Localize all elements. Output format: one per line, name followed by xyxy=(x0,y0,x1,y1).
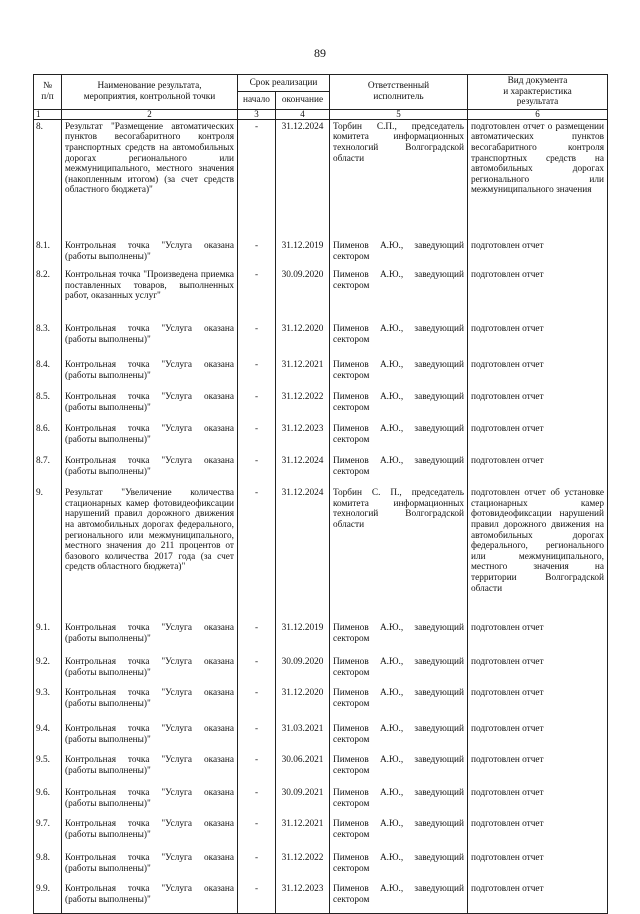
row-document: подготовлен отчет xyxy=(468,655,608,686)
row-start-date: - xyxy=(238,621,276,655)
row-number: 9.6. xyxy=(34,786,62,817)
row-start-date: - xyxy=(238,239,276,268)
col-number: 2 xyxy=(62,109,238,119)
row-start-date: - xyxy=(238,486,276,621)
row-document: подготовлен отчет xyxy=(468,268,608,322)
row-responsible: Пименов А.Ю., заведующий сектором xyxy=(330,621,468,655)
row-number: 8. xyxy=(34,119,62,239)
row-responsible: Пименов А.Ю., заведующий сектором xyxy=(330,722,468,753)
table-row xyxy=(34,486,608,621)
row-responsible: Пименов А.Ю., заведующий сектором xyxy=(330,454,468,486)
row-document: подготовлен отчет xyxy=(468,621,608,655)
row-start-date: - xyxy=(238,358,276,390)
row-number: 8.3. xyxy=(34,322,62,358)
row-name: Результат "Размещение автоматических пунктов весогабаритного контроля транспортных средств на автомобильных дорогах регионального или межмуниципального, местного значения (накопленным итогом) (за счет средств областного бюджета)" xyxy=(62,119,238,239)
table-row xyxy=(34,851,608,882)
page-number: 89 xyxy=(314,46,326,60)
table-row xyxy=(34,390,608,422)
table-row xyxy=(34,786,608,817)
table-row xyxy=(34,753,608,786)
col-number: 3 xyxy=(238,109,276,119)
table-row xyxy=(34,358,608,390)
row-number: 9.5. xyxy=(34,753,62,786)
row-end-date: 31.12.2022 xyxy=(276,851,330,882)
row-responsible: Торбин С. П., председатель комитета информационных технологий Волгоградской области xyxy=(330,486,468,621)
row-name: Контрольная точка "Услуга оказана (работы выполнены)" xyxy=(62,422,238,454)
header-responsible: Ответственный исполнитель xyxy=(330,75,468,110)
row-end-date: 31.12.2022 xyxy=(276,390,330,422)
row-number: 9.4. xyxy=(34,722,62,753)
row-number: 9.3. xyxy=(34,686,62,722)
row-start-date: - xyxy=(238,655,276,686)
table-row xyxy=(34,817,608,851)
row-name: Контрольная точка "Услуга оказана (работы выполнены)" xyxy=(62,753,238,786)
row-end-date: 31.12.2019 xyxy=(276,239,330,268)
row-name: Контрольная точка "Услуга оказана (работы выполнены)" xyxy=(62,239,238,268)
row-responsible: Пименов А.Ю., заведующий сектором xyxy=(330,322,468,358)
table-row xyxy=(34,655,608,686)
row-document: подготовлен отчет xyxy=(468,422,608,454)
row-start-date: - xyxy=(238,422,276,454)
table-row xyxy=(34,454,608,486)
row-responsible: Пименов А.Ю., заведующий сектором xyxy=(330,851,468,882)
row-end-date: 31.12.2024 xyxy=(276,454,330,486)
row-name: Контрольная точка "Услуга оказана (работы выполнены)" xyxy=(62,686,238,722)
row-start-date: - xyxy=(238,686,276,722)
row-number: 9.9. xyxy=(34,882,62,913)
row-number: 9. xyxy=(34,486,62,621)
table-row xyxy=(34,268,608,322)
row-responsible: Пименов А.Ю., заведующий сектором xyxy=(330,786,468,817)
row-end-date: 31.12.2024 xyxy=(276,486,330,621)
row-responsible: Пименов А.Ю., заведующий сектором xyxy=(330,239,468,268)
row-name: Контрольная точка "Услуга оказана (работы выполнены)" xyxy=(62,621,238,655)
row-start-date: - xyxy=(238,851,276,882)
row-document: подготовлен отчет xyxy=(468,322,608,358)
row-number: 8.2. xyxy=(34,268,62,322)
table-row xyxy=(34,621,608,655)
header-end: окончание xyxy=(276,92,330,109)
row-start-date: - xyxy=(238,817,276,851)
row-name: Контрольная точка "Услуга оказана (работы выполнены)" xyxy=(62,358,238,390)
row-start-date: - xyxy=(238,390,276,422)
row-end-date: 30.06.2021 xyxy=(276,753,330,786)
table-row xyxy=(34,322,608,358)
row-document: подготовлен отчет xyxy=(468,390,608,422)
row-name: Контрольная точка "Услуга оказана (работы выполнены)" xyxy=(62,390,238,422)
row-name: Контрольная точка "Произведена приемка поставленных товаров, выполненных работ, оказанных услуг" xyxy=(62,268,238,322)
row-end-date: 31.12.2021 xyxy=(276,817,330,851)
table-row xyxy=(34,686,608,722)
row-number: 9.7. xyxy=(34,817,62,851)
row-number: 8.5. xyxy=(34,390,62,422)
row-document: подготовлен отчет xyxy=(468,722,608,753)
row-name: Контрольная точка "Услуга оказана (работы выполнены)" xyxy=(62,722,238,753)
row-document: подготовлен отчет xyxy=(468,454,608,486)
row-document: подготовлен отчет об установке стационарных камер фотовидеофиксации нарушений правил дорожного движения на автомобильных дорогах федерального, регионального или межмуниципального, местного значения на территории Волгоградской области xyxy=(468,486,608,621)
row-name: Контрольная точка "Услуга оказана (работы выполнены)" xyxy=(62,454,238,486)
row-responsible: Пименов А.Ю., заведующий сектором xyxy=(330,268,468,322)
table-row xyxy=(34,882,608,913)
col-number: 5 xyxy=(330,109,468,119)
row-document: подготовлен отчет xyxy=(468,851,608,882)
row-document: подготовлен отчет xyxy=(468,882,608,913)
table-row xyxy=(34,239,608,268)
table-row xyxy=(34,722,608,753)
row-end-date: 31.12.2021 xyxy=(276,358,330,390)
row-responsible: Пименов А.Ю., заведующий сектором xyxy=(330,686,468,722)
header-doc: Вид документа и характеристика результата xyxy=(468,75,608,110)
row-number: 8.7. xyxy=(34,454,62,486)
row-name: Контрольная точка "Услуга оказана (работы выполнены)" xyxy=(62,655,238,686)
plan-table xyxy=(33,74,608,914)
row-number: 8.4. xyxy=(34,358,62,390)
row-end-date: 30.09.2020 xyxy=(276,268,330,322)
row-document: подготовлен отчет xyxy=(468,817,608,851)
header-start: начало xyxy=(238,92,276,109)
row-document: подготовлен отчет xyxy=(468,786,608,817)
row-number: 9.8. xyxy=(34,851,62,882)
row-start-date: - xyxy=(238,119,276,239)
row-end-date: 31.12.2023 xyxy=(276,882,330,913)
row-start-date: - xyxy=(238,322,276,358)
row-responsible: Пименов А.Ю., заведующий сектором xyxy=(330,390,468,422)
row-responsible: Пименов А.Ю., заведующий сектором xyxy=(330,882,468,913)
row-start-date: - xyxy=(238,753,276,786)
row-responsible: Пименов А.Ю., заведующий сектором xyxy=(330,655,468,686)
header-period: Срок реализации xyxy=(238,75,330,92)
row-name: Контрольная точка "Услуга оказана (работы выполнены)" xyxy=(62,322,238,358)
row-document: подготовлен отчет xyxy=(468,358,608,390)
header-num: № п/п xyxy=(34,75,62,110)
header-name: Наименование результата, мероприятия, контрольной точки xyxy=(62,75,238,110)
row-document: подготовлен отчет о размещении автоматических пунктов весогабаритного контроля транспортных средств на автомобильных дорогах регионального или межмуниципального значения xyxy=(468,119,608,239)
row-document: подготовлен отчет xyxy=(468,686,608,722)
col-number: 4 xyxy=(276,109,330,119)
row-responsible: Пименов А.Ю., заведующий сектором xyxy=(330,358,468,390)
row-document: подготовлен отчет xyxy=(468,239,608,268)
row-start-date: - xyxy=(238,882,276,913)
row-responsible: Пименов А.Ю., заведующий сектором xyxy=(330,817,468,851)
table-row xyxy=(34,119,608,239)
col-number: 6 xyxy=(468,109,608,119)
row-start-date: - xyxy=(238,786,276,817)
row-responsible: Пименов А.Ю., заведующий сектором xyxy=(330,753,468,786)
row-end-date: 31.12.2023 xyxy=(276,422,330,454)
row-start-date: - xyxy=(238,722,276,753)
row-end-date: 30.09.2020 xyxy=(276,655,330,686)
row-name: Результат "Увеличение количества стационарных камер фотовидеофиксации нарушений правил дорожного движения на автомобильных дорогах федерального, регионального или межмуниципального, местного значения до 211 процентов от базового количества 2017 года (за счет средств областного бюджета)" xyxy=(62,486,238,621)
row-end-date: 31.12.2019 xyxy=(276,621,330,655)
row-number: 8.1. xyxy=(34,239,62,268)
row-responsible: Торбин С.П., председатель комитета информационных технологий Волгоградской области xyxy=(330,119,468,239)
row-number: 9.2. xyxy=(34,655,62,686)
row-name: Контрольная точка "Услуга оказана (работы выполнены)" xyxy=(62,817,238,851)
row-start-date: - xyxy=(238,454,276,486)
row-name: Контрольная точка "Услуга оказана (работы выполнены)" xyxy=(62,851,238,882)
row-end-date: 31.12.2020 xyxy=(276,322,330,358)
row-name: Контрольная точка "Услуга оказана (работы выполнены)" xyxy=(62,882,238,913)
row-end-date: 31.12.2024 xyxy=(276,119,330,239)
row-name: Контрольная точка "Услуга оказана (работы выполнены)" xyxy=(62,786,238,817)
row-number: 8.6. xyxy=(34,422,62,454)
row-number: 9.1. xyxy=(34,621,62,655)
row-end-date: 30.09.2021 xyxy=(276,786,330,817)
row-responsible: Пименов А.Ю., заведующий сектором xyxy=(330,422,468,454)
row-end-date: 31.12.2020 xyxy=(276,686,330,722)
row-document: подготовлен отчет xyxy=(468,753,608,786)
row-end-date: 31.03.2021 xyxy=(276,722,330,753)
row-start-date: - xyxy=(238,268,276,322)
col-number: 1 xyxy=(34,109,62,119)
table-row xyxy=(34,422,608,454)
